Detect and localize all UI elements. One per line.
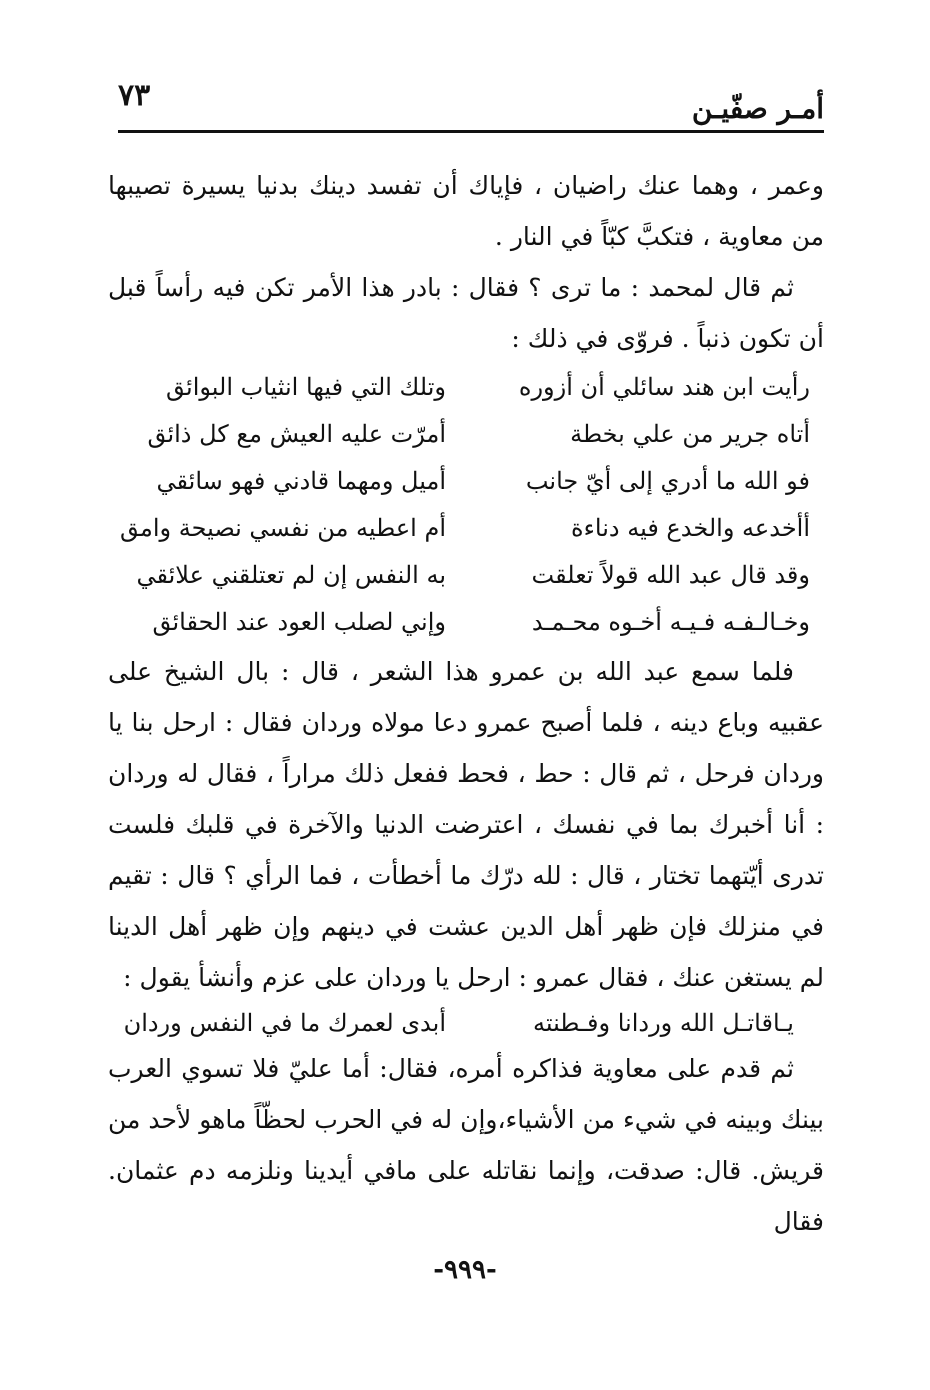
poem-verse [108, 458, 824, 505]
running-header [118, 70, 824, 128]
paragraph-1: وعمر ، وهما عنك راضيان ، فإياك أن تفسد دينك بدنيا يسيرة تصيبها من معاوية ، فتكبَّ كبّاً في النار . [108, 171, 824, 251]
verse-first-hemistich: يـاقاتـل الله وردانا وفـطنته [532, 1009, 794, 1037]
verse-second-hemistich: أمرّت عليه العيش مع كل ذائق [147, 420, 446, 448]
poem-verse [108, 599, 824, 646]
poem-verse [108, 364, 824, 411]
verse-second-hemistich: أبدى لعمرك ما في النفس وردان [123, 1009, 446, 1037]
verse-first-hemistich: فو الله ما أدري إلى أيّ جانب [525, 467, 810, 495]
poem-verse [108, 552, 824, 599]
verse-second-hemistich: وتلك التي فيها انثياب البوائق [166, 373, 446, 401]
verse-first-hemistich: رأيت ابن هند سائلي أن أزوره [518, 373, 810, 401]
single-verse [108, 1003, 824, 1043]
verse-first-hemistich: أأخدعه والخدع فيه دناءة [571, 514, 810, 542]
header-rule [118, 130, 824, 133]
verse-first-hemistich: وخـالـفـه فـيـه أخـوه محـمـد [531, 608, 810, 636]
verse-second-hemistich: أميل ومهما قادني فهو سائقي [156, 467, 446, 495]
verse-first-hemistich: أتاه جرير من علي بخطة [570, 420, 810, 448]
paragraph-2: ثم قال لمحمد : ما ترى ؟ فقال : بادر هذا الأمر تكن فيه رأساً قبل أن تكون ذنباً . فروّى في ذلك : [108, 273, 824, 353]
verse-second-hemistich: وإني لصلب العود عند الحقائق [152, 608, 446, 636]
poem [108, 364, 824, 646]
main-text [108, 160, 824, 1247]
chapter-page-number: ٧٣ [118, 78, 151, 113]
running-title: أمـر صفّيـن [691, 92, 824, 125]
verse-second-hemistich: أم اعطيه من نفسي نصيحة وامق [119, 514, 446, 542]
paragraph-4: ثم قدم على معاوية فذاكره أمره، فقال: أما عليّ فلا تسوي العرب بينك وبينه في شيء من الأشياء،وإن له في الحرب لحظّاً ماهو لأحد من قريش. قال: صدقت، وإنما نقاتله على مافي أيدينا ونلزمه دم عثمان. فقال [108, 1054, 824, 1236]
verse-first-hemistich: وقد قال عبد الله قولاً تعلقت [531, 561, 810, 589]
verse-second-hemistich: به النفس إن لم تعتلقني علائقي [136, 561, 446, 589]
footer-page-number: -٩٩٩- [433, 1255, 497, 1285]
poem-verse [108, 411, 824, 458]
paragraph-3: فلما سمع عبد الله بن عمرو هذا الشعر ، قال : بال الشيخ على عقبيه وباع دينه ، فلما أصبح عمرو دعا مولاه وردان فقال : ارحل بنا يا وردان فرحل ، ثم قال : حط ، فحط ففعل ذلك مراراً ، فقال له وردان : أنا أخبرك بما في نفسك ، اعترضت الدنيا والآخرة في قلبك فلست تدرى أيّتهما تختار ، قال : لله درّك ما أخطأت ، فما الرأي ؟ قال : تقيم في منزلك فإن ظهر أهل الدين عشت في دينهم وإن ظهر أهل الدينا لم يستغن عنك ، فقال عمرو : ارحل يا وردان على عزم وأنشأ يقول : [108, 657, 824, 992]
poem-verse [108, 505, 824, 552]
